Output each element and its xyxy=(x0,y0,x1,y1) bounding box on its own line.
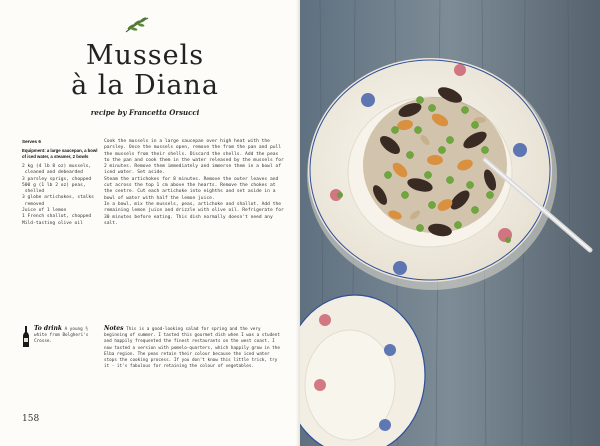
serves-count: Serves 6 xyxy=(22,139,41,144)
wine-bottle-icon xyxy=(22,326,30,348)
recipe-title-line1: Mussels xyxy=(85,40,205,71)
notes-section xyxy=(104,326,284,370)
recipe-byline: recipe by Francetta Orsucci xyxy=(90,108,200,117)
olive-branch-icon xyxy=(122,14,152,38)
page-number: 158 xyxy=(22,414,40,424)
method-paragraph: Steam the artichokes for 8 minutes. Remove the outer leaves and cut across the top 1 cm above the hearts. Remove the chokes at the centre. Cut each artichoke into eighths and set aside in a bowl of water with half the lemon juice. xyxy=(104,176,279,201)
method-text xyxy=(104,139,284,227)
equipment-list: Equipment: a large saucepan, a bowl of iced water, a steamer, 2 bowls xyxy=(22,148,98,159)
method-paragraph: In a bowl, mix the mussels, peas, artichoke and shallot. Add the remaining lemon juice and drizzle with olive oil. Refrigerate for 30 minutes before eating. This dish normally doesn't need any salt. xyxy=(104,201,284,226)
recipe-title-line2: à la Diana xyxy=(71,70,219,101)
mussels-dish-photo xyxy=(300,0,600,446)
notes-label: Notes xyxy=(104,325,124,332)
method-paragraph: Cook the mussels in a large saucepan over high heat with the parsley. Once the mussels open, remove the from the pan and pull the mussels from their shells. Discard the shells. Add the peas to the pan and cook them in the water released by the mussels for 2 minutes. Remove them immediately and immerse them in a bowl of iced water. Set aside. xyxy=(104,139,284,176)
ingredients-list: 2 kg (4 lb 8 oz) mussels, cleaned and debearded 3 parsley sprigs, chopped 500 g (1 lb 2 oz) peas, shelled 3 globe artichokes, stalks removed Juice of 1 lemon 1 French shallot, chopped Mild-tasting olive oil xyxy=(22,164,94,226)
drink-pairing xyxy=(34,326,94,345)
food-photo xyxy=(300,0,600,446)
drink-text: A young ½ white from Bolgheri's Crosse. xyxy=(34,327,89,344)
drink-label: To drink xyxy=(34,325,63,332)
ingredients-column xyxy=(22,139,102,227)
notes-text: This is a good-looking salad for spring and the very beginning of summer. I tasted this gourmet dish when I was a student and happily frequented the finest restaurants on the west coast. I now tasted a version with pomelo-quarters, which happily grow in the Elba region. The peas retain their colour because the iced water stops the cooking process. If you don't know this little trick, try it - it's fabulous for retaining the colour of vegetables. xyxy=(104,327,280,370)
